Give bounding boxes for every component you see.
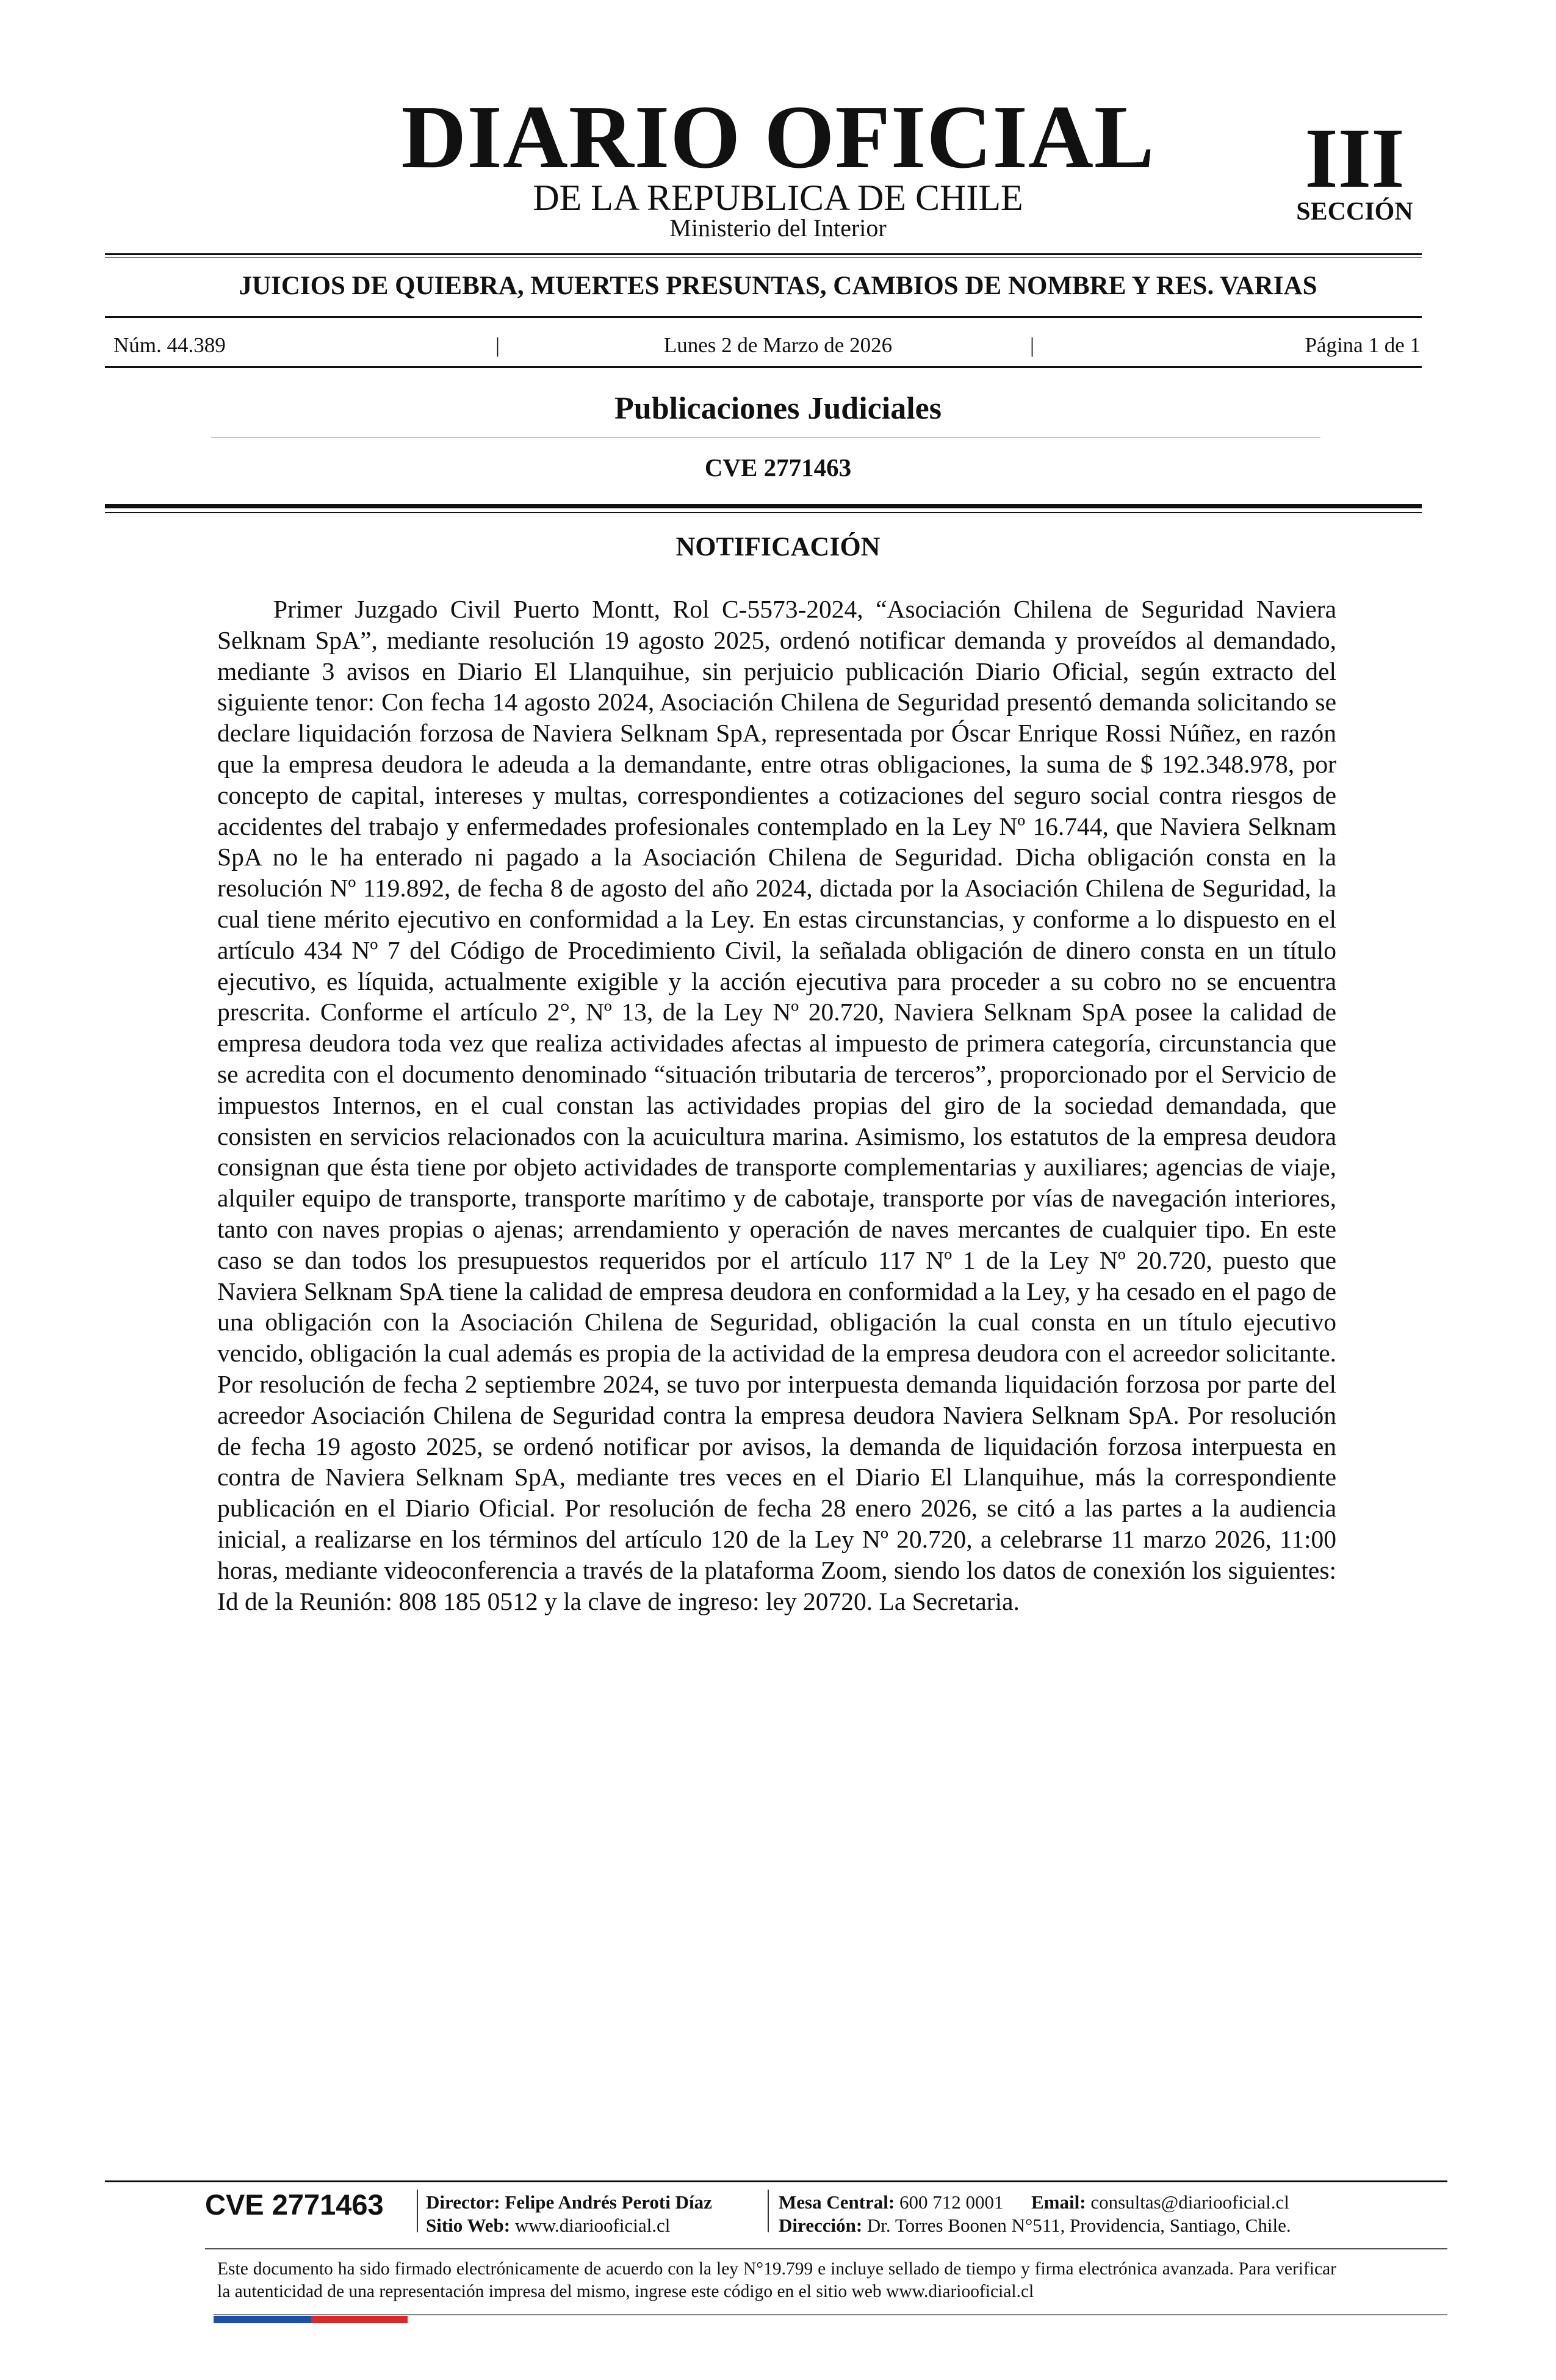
footer-cve: CVE 2771463: [205, 2188, 384, 2221]
issue-date: Lunes 2 de Marzo de 2026: [663, 333, 893, 357]
footer-contact: [779, 2191, 1289, 2214]
masthead-subtitle: DE LA REPUBLICA DE CHILE: [533, 178, 1023, 218]
masthead-ministry: Ministerio del Interior: [669, 214, 887, 242]
issue-separator-left: |: [495, 333, 500, 357]
footer-rule-bottom: [214, 2314, 1447, 2315]
section-category: JUICIOS DE QUIEBRA, MUERTES PRESUNTAS, CAMBIOS DE NOMBRE Y RES. VARIAS: [239, 272, 1317, 300]
footer-email-link[interactable]: consultas@diariooficial.cl: [1090, 2191, 1289, 2213]
flag-stripe-red: [311, 2316, 408, 2323]
footer-address-value: Dr. Torres Boonen N°511, Providencia, Santiago, Chile.: [866, 2215, 1291, 2236]
publication-section-title: Publicaciones Judiciales: [614, 391, 942, 426]
footer-website: [426, 2214, 670, 2237]
publication-rule-thick: [105, 504, 1422, 508]
footer-rule-middle: [205, 2248, 1447, 2249]
footer-legal-note: Este documento ha sido firmado electrónicamente de acuerdo con la ley N°19.799 e incluye sellado de tiempo y firma electrónica avanzada. Para verificar la autenticidad de una representación impresa del mismo, ingrese este código en el sitio web www.diariooficial.cl: [217, 2259, 1336, 2301]
footer-rule-top: [105, 2180, 1447, 2182]
notice-body: Primer Juzgado Civil Puerto Montt, Rol C-5573-2024, “Asociación Chilena de Seguridad Naviera Selknam SpA”, mediante resolución 19 agosto 2025, ordenó notificar demanda y proveídos al demandado, mediante 3 avisos en Diario El Llanquihue, sin perjuicio publicación Diario Oficial, según extracto del siguiente tenor: Con fecha 14 agosto 2024, Asociación Chilena de Seguridad presentó demanda solicitando se declare liquidación forzosa de Naviera Selknam SpA, representada por Óscar Enrique Rossi Núñez, en razón que la empresa deudora le adeuda a la demandante, entre otras obligaciones, la suma de $ 192.348.978, por concepto de capital, intereses y multas, correspondientes a cotizaciones del seguro social contra riesgos de accidentes del trabajo y enfermedades profesionales contemplado en la Ley Nº 16.744, que Naviera Selknam SpA no le ha enterado ni pagado a la Asociación Chilena de Seguridad. Dicha obligación consta en la resolución Nº 119.892, de fecha 8 de agosto del año 2024, dictada por la Asociación Chilena de Seguridad, la cual tiene mérito ejecutivo en conformidad a la Ley. En estas circunstancias, y conforme a lo dispuesto en el artículo 434 Nº 7 del Código de Procedimiento Civil, la señalada obligación de dinero consta en un título ejecutivo, es líquida, actualmente exigible y la acción ejecutiva para proceder a su cobro no se encuentra prescrita. Conforme el artículo 2°, Nº 13, de la Ley Nº 20.720, Naviera Selknam SpA posee la calidad de empresa deudora toda vez que realiza actividades afectas al impuesto de primera categoría, circunstancia que se acredita con el documento denominado “situación tributaria de terceros”, proporcionado por el Servicio de impuestos Internos, en el cual constan las actividades propias del giro de la sociedad demandada, que consisten en servicios relacionados con la acuicultura marina. Asimismo, los estatutos de la empresa deudora consignan que ésta tiene por objeto actividades de transporte complementarias y auxiliares; agencias de viaje, alquiler equipo de transporte, transporte marítimo y de cabotaje, transporte por vías de navegación interiores, tanto con naves propias o ajenas; arrendamiento y operación de naves mercantes de cualquier tipo. En este caso se dan todos los presupuestos requeridos por el artículo 117 Nº 1 de la Ley Nº 20.720, puesto que Naviera Selknam SpA tiene la calidad de empresa deudora en conformidad a la Ley, y ha cesado en el pago de una obligación con la Asociación Chilena de Seguridad, obligación la cual consta en un título ejecutivo vencido, obligación la cual además es propia de la actividad de la empresa deudora con el acreedor solicitante. Por resolución de fecha 2 septiembre 2024, se tuvo por interpuesta demanda liquidación forzosa por parte del acreedor Asociación Chilena de Seguridad contra la empresa deudora Naviera Selknam SpA. Por resolución de fecha 19 agosto 2025, se ordenó notificar por avisos, la demanda de liquidación forzosa interpuesta en contra de Naviera Selknam SpA, mediante tres veces en el Diario El Llanquihue, más la correspondiente publicación en el Diario Oficial. Por resolución de fecha 28 enero 2026, se citó a las partes a la audiencia inicial, a realizarse en los términos del artículo 120 de la Ley Nº 20.720, a celebrarse 11 marzo 2026, 11:00 horas, mediante videoconferencia a través de la plataforma Zoom, siendo los datos de conexión los siguientes: Id de la Reunión: 808 185 0512 y la clave de ingreso: ley 20720. La Secretaria.: [217, 595, 1336, 1615]
section-label: SECCIÓN: [1296, 198, 1413, 226]
section-number: III: [1305, 111, 1405, 206]
footer-divider-right: [768, 2190, 769, 2232]
footer-divider-left: [417, 2190, 418, 2232]
category-rule: [105, 316, 1422, 318]
issue-separator-right: |: [1030, 333, 1035, 357]
issue-page: Página 1 de 1: [1305, 333, 1421, 357]
publication-thin-rule: [211, 437, 1320, 438]
issue-number: Núm. 44.389: [113, 333, 226, 357]
footer-address-label: Dirección:: [779, 2215, 863, 2236]
footer-website-label: Sitio Web:: [426, 2215, 511, 2236]
masthead-rule-bottom: [105, 257, 1422, 258]
footer-director-label: Director:: [426, 2191, 500, 2213]
footer-director-value: Felipe Andrés Peroti Díaz: [505, 2191, 712, 2213]
masthead-title: DIARIO OFICIAL: [401, 87, 1155, 187]
footer-phone-value: 600 712 0001: [899, 2191, 1004, 2213]
publication-rule-thin: [105, 512, 1422, 513]
flag-stripe-blue: [214, 2316, 311, 2323]
issue-rule: [105, 366, 1422, 368]
footer-address: [779, 2214, 1291, 2237]
footer-director: [426, 2191, 712, 2214]
notice-title: NOTIFICACIÓN: [675, 532, 881, 561]
masthead-rule-top: [105, 253, 1422, 255]
footer-email-label: Email:: [1031, 2191, 1086, 2213]
footer-website-link[interactable]: www.diariooficial.cl: [514, 2215, 671, 2236]
publication-cve: CVE 2771463: [704, 453, 852, 481]
footer-phone-label: Mesa Central:: [779, 2191, 895, 2213]
